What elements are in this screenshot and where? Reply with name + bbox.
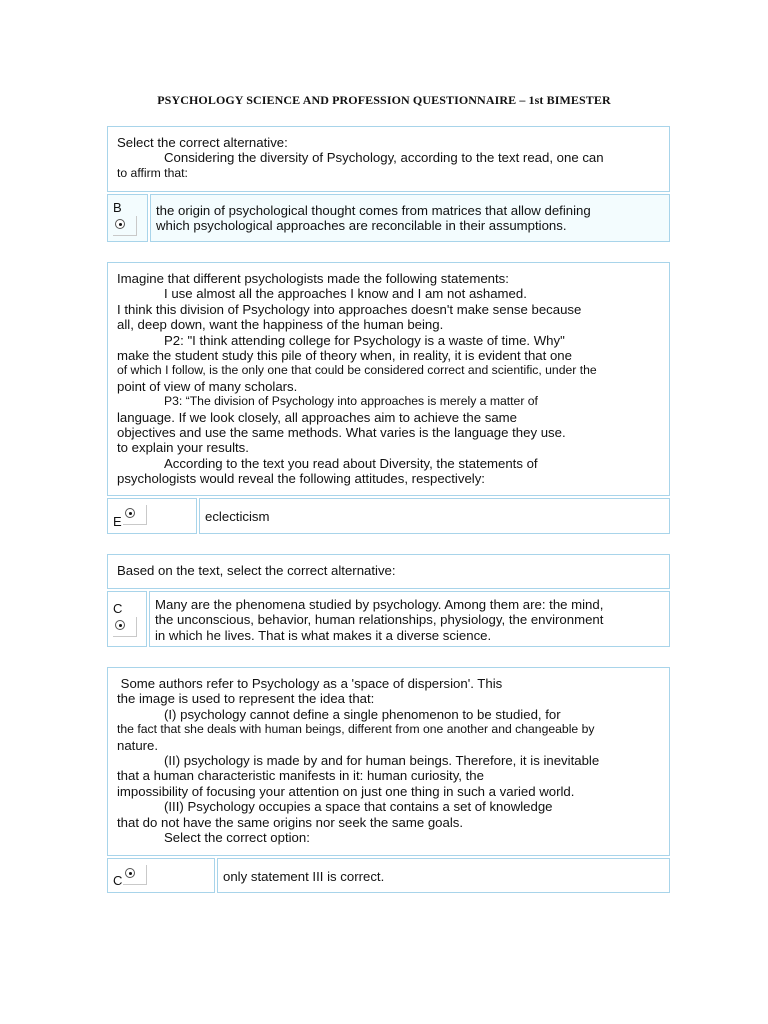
question-line: of which I follow, is the only one that could be considered correct and scientific, under the bbox=[117, 363, 597, 378]
answer-line: eclecticism bbox=[205, 509, 270, 524]
answer-line: the unconscious, behavior, human relationships, physiology, the environment bbox=[155, 612, 604, 628]
question-2-box bbox=[107, 262, 670, 496]
answer-3-option-cell bbox=[107, 591, 147, 647]
question-line: (I) psychology cannot define a single phenomenon to be studied, for bbox=[164, 706, 561, 722]
question-line: language. If we look closely, all approaches aim to achieve the same bbox=[117, 409, 518, 425]
question-line: (II) psychology is made by and for human beings. Therefore, it is inevitable bbox=[164, 753, 600, 769]
radio-selected-icon bbox=[115, 620, 125, 630]
answer-radio[interactable] bbox=[123, 865, 147, 885]
question-line: Considering the diversity of Psychology, according to the text read, one can bbox=[164, 150, 604, 166]
answer-letter: C bbox=[113, 601, 123, 616]
question-line: Imagine that different psychologists made the following statements: bbox=[117, 271, 509, 286]
answer-2-option-cell bbox=[107, 498, 197, 534]
question-line: to affirm that: bbox=[117, 165, 188, 180]
answer-2-text-cell bbox=[199, 498, 670, 534]
question-line: impossibility of focusing your attention on just one thing in such a varied world. bbox=[117, 783, 575, 799]
radio-selected-icon bbox=[125, 868, 135, 878]
question-line: (III) Psychology occupies a space that contains a set of knowledge bbox=[164, 799, 553, 815]
answer-radio[interactable] bbox=[113, 617, 137, 637]
question-line: that do not have the same origins nor seek the same goals. bbox=[117, 814, 464, 830]
answer-letter: C bbox=[113, 873, 123, 888]
question-line: all, deep down, want the happiness of the human being. bbox=[117, 317, 444, 333]
question-1-box bbox=[107, 126, 670, 192]
answer-letter: B bbox=[113, 200, 122, 215]
answer-1-option-cell bbox=[107, 194, 148, 242]
question-line: According to the text you read about Diversity, the statements of bbox=[164, 455, 538, 471]
answer-radio[interactable] bbox=[123, 505, 147, 525]
answer-line: in which he lives. That is what makes it a diverse science. bbox=[155, 627, 492, 643]
answer-radio[interactable] bbox=[113, 216, 137, 236]
answer-line: which psychological approaches are reconcilable in their assumptions. bbox=[156, 218, 567, 234]
answer-line: Many are the phenomena studied by psychology. Among them are: the mind, bbox=[155, 597, 604, 612]
question-line: the fact that she deals with human beings, different from one another and changeable by bbox=[117, 722, 595, 737]
answer-line: only statement III is correct. bbox=[223, 869, 385, 884]
radio-selected-icon bbox=[115, 219, 125, 229]
question-4-box bbox=[107, 667, 670, 856]
question-line: point of view of many scholars. bbox=[117, 378, 298, 394]
question-line: psychologists would reveal the following attitudes, respectively: bbox=[117, 471, 485, 487]
question-line: Select the correct alternative: bbox=[117, 135, 288, 150]
question-line: to explain your results. bbox=[117, 440, 249, 456]
radio-selected-icon bbox=[125, 508, 135, 518]
question-line: Some authors refer to Psychology as a 'space of dispersion'. This bbox=[117, 676, 503, 691]
question-line: I use almost all the approaches I know and I am not ashamed. bbox=[164, 286, 527, 302]
question-line: the image is used to represent the idea that: bbox=[117, 691, 375, 707]
question-line: I think this division of Psychology into approaches doesn't make sense because bbox=[117, 301, 582, 317]
answer-4-option-cell bbox=[107, 858, 215, 893]
document-title: PSYCHOLOGY SCIENCE AND PROFESSION QUESTIONNAIRE – 1st BIMESTER bbox=[157, 93, 611, 107]
question-line: objectives and use the same methods. What varies is the language they use. bbox=[117, 425, 566, 441]
question-line: nature. bbox=[117, 737, 159, 753]
question-line: Based on the text, select the correct alternative: bbox=[117, 563, 396, 578]
question-3-box bbox=[107, 554, 670, 589]
question-line: Select the correct option: bbox=[164, 830, 310, 846]
question-line: P3: “The division of Psychology into approaches is merely a matter of bbox=[164, 394, 538, 409]
answer-1-text-cell bbox=[150, 194, 670, 242]
question-line: that a human characteristic manifests in it: human curiosity, the bbox=[117, 768, 484, 784]
question-line: make the student study this pile of theory when, in reality, it is evident that one bbox=[117, 348, 572, 364]
answer-4-text-cell bbox=[217, 858, 670, 893]
answer-letter: E bbox=[113, 514, 122, 529]
question-line: P2: "I think attending college for Psychology is a waste of time. Why" bbox=[164, 332, 565, 348]
answer-3-text-cell bbox=[149, 591, 670, 647]
answer-line: the origin of psychological thought comes from matrices that allow defining bbox=[156, 203, 591, 218]
